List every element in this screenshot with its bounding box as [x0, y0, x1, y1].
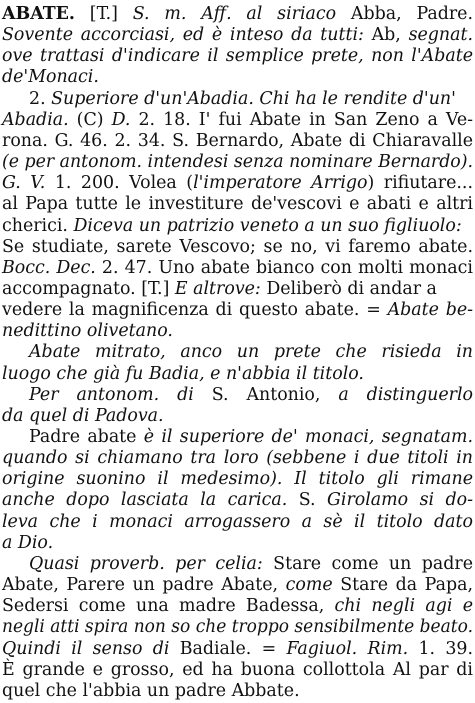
text-line	[2, 532, 473, 555]
text-run: a distinguerlo	[338, 384, 473, 405]
text-run: anche dopo lasciata la carica.	[2, 490, 288, 511]
text-line	[2, 278, 473, 301]
text-run: Diceva un patrizio veneto a un suo figliuolo:	[73, 215, 462, 236]
text-run: Abadia.	[2, 109, 69, 130]
text-run: Sovente accorciasi, ed è inteso da tutti:	[2, 25, 364, 46]
text-run: Abate, Parere un padre Abate,	[2, 575, 286, 596]
text-run: de'Monaci.	[2, 67, 99, 88]
text-line	[2, 511, 473, 534]
text-run: rona. G. 46. 2. 34. S. Bernardo, Abate di Chiaravalle	[2, 130, 473, 151]
text-line	[2, 363, 473, 386]
text-run: al Papa tutte le investiture de'vescovi e abati e altri	[2, 194, 473, 215]
text-line	[2, 130, 473, 153]
text-run: S.	[287, 490, 327, 511]
text-run: da quel di Padova.	[2, 405, 164, 426]
text-line	[2, 172, 473, 195]
text-line	[29, 426, 473, 449]
text-run: Girolamo si do-	[326, 490, 473, 511]
text-line	[2, 659, 473, 682]
text-run	[232, 4, 247, 24]
text-line	[2, 66, 473, 89]
text-run: al siriaco	[246, 4, 337, 24]
text-run: S. m. Aff.	[132, 4, 232, 24]
text-line	[29, 88, 473, 111]
text-run: chi negli agi e	[334, 596, 473, 617]
text-run: accompagnato. [T.]	[2, 278, 175, 299]
text-run: Ab,	[363, 25, 409, 46]
text-run: l'imperatore Arrigo	[193, 173, 368, 194]
text-run: ove trattasi d'indicare il semplice prete, non l'Abate	[2, 46, 473, 67]
text-run: Bocc. Dec.	[2, 257, 96, 278]
text-run: quel che l'abbia un padre Abbate.	[2, 680, 300, 701]
text-run: Abba, Padre.	[336, 4, 473, 24]
text-line	[29, 341, 473, 364]
text-run: (C)	[68, 109, 112, 130]
text-line	[2, 320, 473, 343]
text-run: 2.	[29, 88, 52, 109]
text-line	[2, 595, 473, 618]
text-line	[2, 236, 473, 259]
text-line	[2, 489, 473, 512]
text-run: 1. 200. Volea (	[45, 173, 194, 194]
text-line	[2, 299, 473, 322]
text-run: nedittino olivetano.	[2, 321, 173, 342]
text-run: cherici.	[2, 215, 74, 236]
text-line	[2, 3, 473, 26]
text-line	[29, 553, 473, 576]
text-run: Se studiate, sarete Vescovo; se no, vi faremo abate.	[2, 236, 473, 257]
text-run: ) rifiutare...	[367, 173, 473, 194]
text-run: Stare da Papa,	[332, 575, 473, 596]
text-run: origine suonino il medesimo). Il titolo gli rimane	[2, 469, 473, 490]
text-line	[2, 24, 473, 47]
text-run: Abate be-	[387, 300, 473, 321]
text-run: leva che i monaci arrogassero a sè il titolo dato	[2, 511, 473, 532]
text-run: 2. 18. I' fui Abate in San Zeno a Ve-	[130, 109, 473, 130]
text-run: (e per antonom. intendesi senza nominare Bernardo).	[2, 152, 473, 173]
text-run: segnat.	[408, 25, 473, 46]
text-line	[2, 680, 473, 703]
text-line	[2, 45, 473, 68]
text-run: Badiale. =	[169, 638, 287, 659]
text-run: Superiore d'un'Abadia. Chi ha le rendite d'un'	[51, 88, 456, 109]
text-run: Padre abate	[29, 427, 144, 447]
text-run: Fagiuol. Rim.	[286, 638, 409, 659]
text-run: Per antonom.	[29, 384, 160, 405]
text-run	[159, 385, 177, 405]
text-line	[2, 257, 473, 280]
text-run: 2. 47. Uno abate bianco con molti monaci	[95, 257, 473, 278]
text-line	[2, 215, 473, 238]
text-run: a Dio.	[2, 532, 54, 553]
text-line	[2, 151, 473, 174]
text-line	[2, 109, 473, 132]
text-run: Stare come un padre	[262, 553, 473, 574]
text-line	[2, 638, 473, 661]
text-line	[2, 574, 473, 597]
text-run: 1. 39.	[408, 638, 473, 659]
text-run: D.	[111, 109, 131, 130]
text-run: come	[285, 575, 333, 596]
text-run: Sedersi come una madre Badessa,	[2, 596, 335, 617]
text-run: Deliberò di andar a	[260, 278, 437, 299]
text-line	[29, 384, 473, 407]
text-run: Quindi il senso di	[2, 638, 170, 659]
text-line	[2, 405, 473, 428]
text-line	[2, 447, 473, 470]
text-line	[2, 193, 473, 216]
text-run: È grande e grosso, ed ha buona collottola Al par di	[2, 659, 473, 680]
text-run: quando si chiamano tra loro (sebbene i due titoli in	[2, 448, 473, 469]
text-run: di	[177, 384, 194, 405]
text-run: [T.]	[74, 4, 133, 24]
text-run: G. V.	[2, 173, 46, 194]
text-line	[2, 616, 473, 639]
text-run: Abate mitrato, anco un prete che risieda in	[29, 342, 473, 363]
text-run: S. Antonio,	[193, 384, 339, 405]
text-run: è il superiore de' monaci, segnatam.	[143, 427, 473, 447]
dictionary-entry-abate	[2, 3, 473, 701]
text-run: negli atti spira non so che troppo sensibilmente beato.	[2, 617, 473, 638]
text-run: luogo che già fu Badia, e n'abbia il titolo.	[2, 363, 364, 384]
text-run: vedere la magnificenza di questo abate. =	[2, 300, 388, 321]
text-run: Quasi proverb. per celia:	[29, 553, 263, 574]
headword: ABATE.	[2, 4, 75, 24]
text-run: E altrove:	[174, 278, 261, 299]
text-line	[2, 468, 473, 491]
